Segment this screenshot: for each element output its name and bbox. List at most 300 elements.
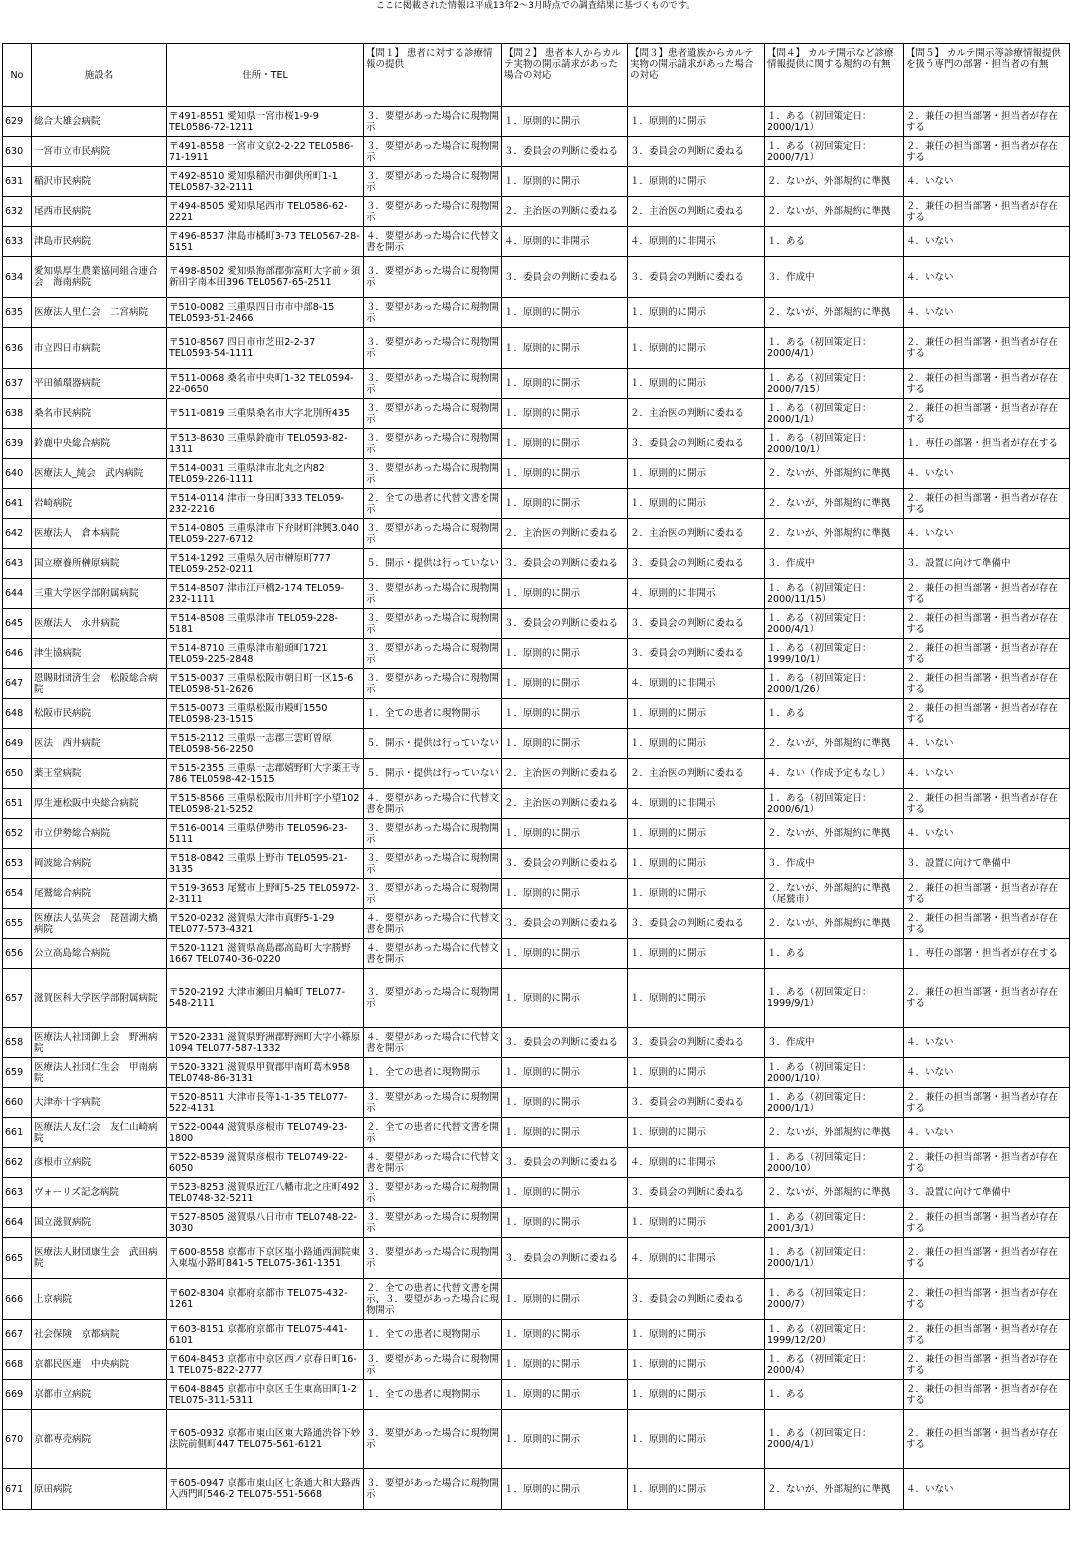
cell-q3: １．原則的に開示 [628, 1380, 765, 1410]
cell-facility-name: 厚生連松阪中央総合病院 [32, 789, 167, 819]
cell-q2: １．原則的に開示 [502, 819, 628, 849]
cell-address: 〒514-8507 津市江戸橋2-174 TEL059-232-1111 [167, 579, 364, 609]
cell-q5: ２．兼任の担当部署・担当者が存在する [904, 669, 1070, 699]
cell-q4: ２．ないが、外部規約に準拠 [765, 1178, 904, 1208]
table-row [3, 257, 1070, 298]
cell-q5: ２．兼任の担当部署・担当者が存在する [904, 369, 1070, 399]
cell-address: 〒514-1292 三重県久居市榊原町777 TEL059-252-0211 [167, 549, 364, 579]
cell-q4: ２．ないが、外部規約に準拠 [765, 819, 904, 849]
cell-q4: １．ある（初回策定日：2000/1/1） [765, 1088, 904, 1118]
cell-address: 〒605-0947 京都市東山区七条通大和大路西入西門町546-2 TEL075-551-5668 [167, 1469, 364, 1510]
cell-q5: ２．兼任の担当部署・担当者が存在する [904, 328, 1070, 369]
cell-facility-name: 滋賀医科大学医学部附属病院 [32, 969, 167, 1028]
cell-q1: ３．要望があった場合に現物開示 [364, 1238, 502, 1279]
cell-facility-name: 医療法人里仁会 二宮病院 [32, 298, 167, 328]
cell-address: 〒491-8558 一宮市文京2-2-22 TEL0586-71-1911 [167, 137, 364, 167]
cell-address: 〒600-8558 京都市下京区塩小路通西洞院東入東塩小路町841-5 TEL075-361-1351 [167, 1238, 364, 1279]
cell-address: 〒516-0014 三重県伊勢市 TEL0596-23-5111 [167, 819, 364, 849]
cell-no: 651 [3, 789, 32, 819]
cell-no: 661 [3, 1118, 32, 1148]
cell-q1: ３．要望があった場合に現物開示 [364, 1088, 502, 1118]
cell-q5: ２．兼任の担当部署・担当者が存在する [904, 1320, 1070, 1350]
cell-q1: ３．要望があった場合に現物開示 [364, 369, 502, 399]
cell-q5: ４．いない [904, 227, 1070, 257]
cell-facility-name: 尾西市民病院 [32, 197, 167, 227]
cell-q5: ２．兼任の担当部署・担当者が存在する [904, 1380, 1070, 1410]
cell-q3: １．原則的に開示 [628, 167, 765, 197]
cell-no: 640 [3, 459, 32, 489]
cell-address: 〒602-8304 京都府京都市 TEL075-432-1261 [167, 1279, 364, 1320]
cell-q2: １．原則的に開示 [502, 579, 628, 609]
cell-q4: １．ある（初回策定日：2000/7） [765, 1279, 904, 1320]
cell-q2: １．原則的に開示 [502, 489, 628, 519]
cell-q2: ４．原則的に非開示 [502, 227, 628, 257]
cell-facility-name: 三重大学医学部附属病院 [32, 579, 167, 609]
cell-facility-name: 市立伊勢総合病院 [32, 819, 167, 849]
cell-q4: １．ある [765, 699, 904, 729]
cell-q1: ３．要望があった場合に現物開示 [364, 1178, 502, 1208]
cell-q3: １．原則的に開示 [628, 969, 765, 1028]
table-row [3, 879, 1070, 909]
cell-facility-name: 愛知県厚生農業協同組合連合会 海南病院 [32, 257, 167, 298]
cell-facility-name: 医療法人弘英会 琵琶湖大橋病院 [32, 909, 167, 939]
cell-q1: ３．要望があった場合に現物開示 [364, 107, 502, 137]
cell-q2: １．原則的に開示 [502, 298, 628, 328]
survey-note: ここに掲載された情報は平成13年2～3月時点での調査結果に基づくものです。 [375, 1, 696, 11]
cell-q3: １．原則的に開示 [628, 298, 765, 328]
cell-no: 668 [3, 1350, 32, 1380]
cell-address: 〒514-0114 津市一身田町333 TEL059-232-2216 [167, 489, 364, 519]
cell-q3: ２．主治医の判断に委ねる [628, 399, 765, 429]
cell-q3: １．原則的に開示 [628, 699, 765, 729]
cell-no: 637 [3, 369, 32, 399]
cell-q4: １．ある（初回策定日：2000/4/1） [765, 1410, 904, 1469]
cell-q4: ３．作成中 [765, 1028, 904, 1058]
table-row [3, 137, 1070, 167]
header-q2: 【問２】 患者本人からカルテ実物の開示請求があった場合の対応 [502, 44, 628, 107]
cell-q2: １．原則的に開示 [502, 1208, 628, 1238]
cell-q2: ２．主治医の判断に委ねる [502, 759, 628, 789]
cell-q5: ２．兼任の担当部署・担当者が存在する [904, 639, 1070, 669]
cell-no: 630 [3, 137, 32, 167]
cell-address: 〒522-0044 滋賀県彦根市 TEL0749-23-1800 [167, 1118, 364, 1148]
cell-q5: ４．いない [904, 257, 1070, 298]
cell-q4: ２．ないが、外部規約に準拠 [765, 1469, 904, 1510]
cell-q3: ２．主治医の判断に委ねる [628, 519, 765, 549]
cell-address: 〒511-0819 三重県桑名市大字北別所435 [167, 399, 364, 429]
cell-facility-name: 医法 西井病院 [32, 729, 167, 759]
cell-no: 635 [3, 298, 32, 328]
cell-q5: ２．兼任の担当部署・担当者が存在する [904, 579, 1070, 609]
cell-q5: ２．兼任の担当部署・担当者が存在する [904, 107, 1070, 137]
table-row [3, 939, 1070, 969]
cell-q3: １．原則的に開示 [628, 879, 765, 909]
cell-q3: １．原則的に開示 [628, 107, 765, 137]
header-q1: 【問１】 患者に対する診療情報の提供 [364, 44, 502, 107]
cell-q1: ４．要望があった場合に代替文書を開示 [364, 1028, 502, 1058]
cell-q4: ２．ないが、外部規約に準拠 [765, 519, 904, 549]
cell-q1: ３．要望があった場合に現物開示 [364, 849, 502, 879]
table-row [3, 1410, 1070, 1469]
cell-address: 〒604-8845 京都市中京区壬生東高田町1-2 TEL075-311-5311 [167, 1380, 364, 1410]
cell-facility-name: 医療法人財団康生会 武田病院 [32, 1238, 167, 1279]
cell-facility-name: 稲沢市民病院 [32, 167, 167, 197]
cell-facility-name: 国立滋賀病院 [32, 1208, 167, 1238]
cell-facility-name: 尾鷲総合病院 [32, 879, 167, 909]
cell-q4: ３．作成中 [765, 849, 904, 879]
cell-q2: １．原則的に開示 [502, 879, 628, 909]
cell-q2: ２．主治医の判断に委ねる [502, 789, 628, 819]
cell-q3: ３．委員会の判断に委ねる [628, 1279, 765, 1320]
cell-facility-name: 京都民医連 中央病院 [32, 1350, 167, 1380]
cell-address: 〒514-0805 三重県津市下弁財町津興3.040 TEL059-227-6712 [167, 519, 364, 549]
table-row [3, 1088, 1070, 1118]
cell-q2: １．原則的に開示 [502, 1058, 628, 1088]
cell-facility-name: 国立療養所榊原病院 [32, 549, 167, 579]
cell-facility-name: 社会保険 京都病院 [32, 1320, 167, 1350]
cell-q5: ２．兼任の担当部署・担当者が存在する [904, 489, 1070, 519]
cell-q1: ３．要望があった場合に現物開示 [364, 579, 502, 609]
cell-q5: ２．兼任の担当部署・担当者が存在する [904, 1410, 1070, 1469]
cell-address: 〒519-3653 尾鷲市上野町5-25 TEL05972-2-3111 [167, 879, 364, 909]
cell-q5: ２．兼任の担当部署・担当者が存在する [904, 909, 1070, 939]
cell-q5: ２．兼任の担当部署・担当者が存在する [904, 699, 1070, 729]
cell-q3: １．原則的に開示 [628, 459, 765, 489]
cell-q2: ３．委員会の判断に委ねる [502, 609, 628, 639]
cell-q3: １．原則的に開示 [628, 939, 765, 969]
cell-q2: １．原則的に開示 [502, 669, 628, 699]
header-q5: 【問５】 カルテ開示等診療情報提供を扱う専門の部署・担当者の有無 [904, 44, 1070, 107]
cell-q2: ３．委員会の判断に委ねる [502, 1148, 628, 1178]
cell-address: 〒515-0073 三重県松阪市殿町1550 TEL0598-23-1515 [167, 699, 364, 729]
cell-q3: １．原則的に開示 [628, 369, 765, 399]
cell-q2: ３．委員会の判断に委ねる [502, 849, 628, 879]
cell-q5: ４．いない [904, 759, 1070, 789]
cell-q3: １．原則的に開示 [628, 849, 765, 879]
cell-address: 〒513-8630 三重県鈴鹿市 TEL0593-82-1311 [167, 429, 364, 459]
cell-q4: ２．ないが、外部規約に準拠 [765, 489, 904, 519]
cell-q5: ２．兼任の担当部署・担当者が存在する [904, 789, 1070, 819]
cell-address: 〒514-8710 三重県津市船頭町1721 TEL059-225-2848 [167, 639, 364, 669]
cell-q4: ２．ないが、外部規約に準拠 [765, 167, 904, 197]
cell-no: 643 [3, 549, 32, 579]
cell-q5: ３．設置に向けて準備中 [904, 849, 1070, 879]
cell-facility-name: 鈴鹿中央総合病院 [32, 429, 167, 459]
cell-q4: １．ある（初回策定日：1999/9/1） [765, 969, 904, 1028]
cell-q2: １．原則的に開示 [502, 328, 628, 369]
cell-q4: ２．ないが、外部規約に準拠 [765, 909, 904, 939]
cell-address: 〒515-2355 三重県一志郡嬉野町大字薬王寺786 TEL0598-42-1515 [167, 759, 364, 789]
cell-no: 639 [3, 429, 32, 459]
cell-q5: ２．兼任の担当部署・担当者が存在する [904, 1238, 1070, 1279]
cell-q5: ２．兼任の担当部署・担当者が存在する [904, 137, 1070, 167]
cell-q5: ２．兼任の担当部署・担当者が存在する [904, 969, 1070, 1028]
cell-q4: １．ある（初回策定日：2000/4） [765, 1350, 904, 1380]
cell-q3: ２．主治医の判断に委ねる [628, 759, 765, 789]
cell-address: 〒515-8566 三重県松阪市川井町字小望102 TEL0598-21-5252 [167, 789, 364, 819]
cell-no: 636 [3, 328, 32, 369]
table-row [3, 699, 1070, 729]
cell-q4: １．ある（初回策定日：2000/7/1） [765, 137, 904, 167]
cell-facility-name: 松阪市民病院 [32, 699, 167, 729]
cell-q1: ４．要望があった場合に代替文書を開示 [364, 909, 502, 939]
cell-no: 648 [3, 699, 32, 729]
table-row [3, 549, 1070, 579]
table-row [3, 1350, 1070, 1380]
cell-q1: ３．要望があった場合に現物開示 [364, 1410, 502, 1469]
cell-facility-name: 上京病院 [32, 1279, 167, 1320]
facility-table [2, 43, 1070, 1510]
table-row [3, 849, 1070, 879]
cell-facility-name: 医療法人友仁会 友仁山崎病院 [32, 1118, 167, 1148]
cell-q2: １．原則的に開示 [502, 1410, 628, 1469]
cell-q3: １．原則的に開示 [628, 1410, 765, 1469]
cell-no: 669 [3, 1380, 32, 1410]
cell-q2: ３．委員会の判断に委ねる [502, 137, 628, 167]
cell-facility-name: 公立高島総合病院 [32, 939, 167, 969]
cell-q3: ４．原則的に非開示 [628, 579, 765, 609]
cell-q4: １．ある（初回策定日：2000/1/10） [765, 1058, 904, 1088]
cell-address: 〒520-8511 大津市長等1-1-35 TEL077-522-4131 [167, 1088, 364, 1118]
cell-address: 〒491-8551 愛知県一宮市桜1-9-9 TEL0586-72-1211 [167, 107, 364, 137]
cell-address: 〒518-0842 三重県上野市 TEL0595-21-3135 [167, 849, 364, 879]
cell-address: 〒514-8508 三重県津市 TEL059-228-5181 [167, 609, 364, 639]
cell-q2: １．原則的に開示 [502, 1279, 628, 1320]
cell-address: 〒494-8505 愛知県尾西市 TEL0586-62-2221 [167, 197, 364, 227]
cell-q3: １．原則的に開示 [628, 1350, 765, 1380]
cell-no: 663 [3, 1178, 32, 1208]
cell-q5: ３．設置に向けて準備中 [904, 1178, 1070, 1208]
cell-q2: １．原則的に開示 [502, 1380, 628, 1410]
cell-q3: １．原則的に開示 [628, 1208, 765, 1238]
cell-q5: ４．いない [904, 459, 1070, 489]
cell-q3: ３．委員会の判断に委ねる [628, 909, 765, 939]
cell-facility-name: 一宮市立市民病院 [32, 137, 167, 167]
cell-q4: １．ある [765, 1380, 904, 1410]
cell-facility-name: 医療法人社団仁生会 甲南病院 [32, 1058, 167, 1088]
cell-no: 658 [3, 1028, 32, 1058]
cell-q2: １．原則的に開示 [502, 939, 628, 969]
table-row [3, 789, 1070, 819]
cell-q1: ４．要望があった場合に代替文書を開示 [364, 939, 502, 969]
cell-q1: ３．要望があった場合に現物開示 [364, 1208, 502, 1238]
cell-q4: １．ある（初回策定日：2000/10/1） [765, 429, 904, 459]
cell-q5: ２．兼任の担当部署・担当者が存在する [904, 1148, 1070, 1178]
cell-q5: ４．いない [904, 1028, 1070, 1058]
table-row [3, 1118, 1070, 1148]
cell-q4: １．ある（初回策定日：2000/1/26） [765, 669, 904, 699]
cell-q5: ４．いない [904, 167, 1070, 197]
cell-q3: ２．主治医の判断に委ねる [628, 197, 765, 227]
cell-q1: ５．開示・提供は行っていない [364, 759, 502, 789]
cell-facility-name: 津島市民病院 [32, 227, 167, 257]
cell-q1: ２．全ての患者に代替文書を開示 [364, 489, 502, 519]
cell-facility-name: 津生協病院 [32, 639, 167, 669]
table-row [3, 759, 1070, 789]
cell-q4: ２．ないが、外部規約に準拠 [765, 197, 904, 227]
cell-no: 657 [3, 969, 32, 1028]
cell-address: 〒520-1121 滋賀県高島郡高島町大字勝野1667 TEL0740-36-0220 [167, 939, 364, 969]
cell-q2: １．原則的に開示 [502, 1088, 628, 1118]
cell-q3: １．原則的に開示 [628, 1469, 765, 1510]
cell-q3: ３．委員会の判断に委ねる [628, 549, 765, 579]
cell-no: 644 [3, 579, 32, 609]
cell-address: 〒605-0932 京都市東山区東大路通渋谷下妙法院前側町447 TEL075-561-6121 [167, 1410, 364, 1469]
table-row [3, 909, 1070, 939]
cell-q2: ３．委員会の判断に委ねる [502, 549, 628, 579]
cell-q4: １．ある（初回策定日：2000/4/1） [765, 328, 904, 369]
cell-q1: ４．要望があった場合に代替文書を開示 [364, 1148, 502, 1178]
header-name: 施設名 [32, 44, 167, 107]
header-q4: 【問４】 カルテ開示など診療情報提供に関する規約の有無 [765, 44, 904, 107]
cell-q3: ３．委員会の判断に委ねる [628, 1028, 765, 1058]
cell-q5: ４．いない [904, 729, 1070, 759]
cell-q4: ４．ない（作成予定もなし） [765, 759, 904, 789]
table-row [3, 729, 1070, 759]
header-row [3, 44, 1070, 107]
cell-q5: ４．いない [904, 298, 1070, 328]
cell-q1: ３．要望があった場合に現物開示 [364, 1469, 502, 1510]
cell-q2: １．原則的に開示 [502, 399, 628, 429]
cell-q2: １．原則的に開示 [502, 639, 628, 669]
table-row [3, 1178, 1070, 1208]
cell-no: 665 [3, 1238, 32, 1279]
cell-facility-name: 岩崎病院 [32, 489, 167, 519]
table-body [3, 107, 1070, 1510]
cell-q1: ２．全ての患者に代替文書を開示 [364, 1118, 502, 1148]
cell-no: 664 [3, 1208, 32, 1238]
cell-q2: ３．委員会の判断に委ねる [502, 1028, 628, 1058]
cell-q1: ３．要望があった場合に現物開示 [364, 879, 502, 909]
table-row [3, 1380, 1070, 1410]
cell-q1: １．全ての患者に現物開示 [364, 1380, 502, 1410]
cell-q1: ３．要望があった場合に現物開示 [364, 969, 502, 1028]
table-row [3, 489, 1070, 519]
cell-q1: ３．要望があった場合に現物開示 [364, 298, 502, 328]
cell-q1: １．全ての患者に現物開示 [364, 1058, 502, 1088]
cell-q5: １．専任の部署・担当者が存在する [904, 429, 1070, 459]
cell-facility-name: 医療法人 永井病院 [32, 609, 167, 639]
table-row [3, 429, 1070, 459]
cell-no: 631 [3, 167, 32, 197]
table-row [3, 1279, 1070, 1320]
cell-no: 634 [3, 257, 32, 298]
cell-q4: １．ある [765, 227, 904, 257]
cell-no: 667 [3, 1320, 32, 1350]
cell-q2: １．原則的に開示 [502, 429, 628, 459]
table-row [3, 1238, 1070, 1279]
cell-q2: ３．委員会の判断に委ねる [502, 257, 628, 298]
cell-q1: ３．要望があった場合に現物開示 [364, 819, 502, 849]
cell-q4: ２．ないが、外部規約に準拠 [765, 298, 904, 328]
cell-q3: ４．原則的に非開示 [628, 669, 765, 699]
cell-address: 〒520-2192 大津市瀬田月輪町 TEL077-548-2111 [167, 969, 364, 1028]
cell-q4: １．ある（初回策定日：2000/11/15） [765, 579, 904, 609]
cell-q2: １．原則的に開示 [502, 1178, 628, 1208]
table-row [3, 1208, 1070, 1238]
cell-no: 659 [3, 1058, 32, 1088]
cell-q1: ３．要望があった場合に現物開示 [364, 669, 502, 699]
cell-q2: １．原則的に開示 [502, 167, 628, 197]
cell-address: 〒520-3321 滋賀県甲賀郡甲南町葛木958 TEL0748-86-3131 [167, 1058, 364, 1088]
cell-no: 629 [3, 107, 32, 137]
cell-q4: １．ある（初回策定日：2000/10） [765, 1148, 904, 1178]
header-no: No [3, 44, 32, 107]
cell-q4: １．ある（初回策定日：1999/12/20） [765, 1320, 904, 1350]
cell-address: 〒510-8567 四日市市芝田2-2-37 TEL0593-54-1111 [167, 328, 364, 369]
cell-no: 632 [3, 197, 32, 227]
cell-q3: １．原則的に開示 [628, 1058, 765, 1088]
cell-q4: １．ある（初回策定日：2000/1/1） [765, 399, 904, 429]
cell-no: 671 [3, 1469, 32, 1510]
cell-q5: ２．兼任の担当部署・担当者が存在する [904, 197, 1070, 227]
cell-q3: １．原則的に開示 [628, 819, 765, 849]
table-row [3, 197, 1070, 227]
cell-q2: １．原則的に開示 [502, 1118, 628, 1148]
cell-q1: ３．要望があった場合に現物開示 [364, 167, 502, 197]
cell-q4: １．ある（初回策定日：1999/10/1） [765, 639, 904, 669]
cell-facility-name: 恩賜財団済生会 松阪総合病院 [32, 669, 167, 699]
cell-no: 645 [3, 609, 32, 639]
cell-facility-name: 薬王堂病院 [32, 759, 167, 789]
cell-q4: １．ある（初回策定日：2000/1/1） [765, 1238, 904, 1279]
cell-address: 〒496-8537 津島市橘町3-73 TEL0567-28-5151 [167, 227, 364, 257]
cell-facility-name: 大津赤十字病院 [32, 1088, 167, 1118]
table-row [3, 1320, 1070, 1350]
cell-address: 〒523-8253 滋賀県近江八幡市北之庄町492 TEL0748-32-5211 [167, 1178, 364, 1208]
cell-q2: ３．委員会の判断に委ねる [502, 909, 628, 939]
cell-q1: ３．要望があった場合に現物開示 [364, 519, 502, 549]
cell-no: 633 [3, 227, 32, 257]
cell-q5: ２．兼任の担当部署・担当者が存在する [904, 1279, 1070, 1320]
cell-q2: １．原則的に開示 [502, 699, 628, 729]
cell-no: 638 [3, 399, 32, 429]
table-row [3, 609, 1070, 639]
cell-q5: ２．兼任の担当部署・担当者が存在する [904, 879, 1070, 909]
table-row [3, 298, 1070, 328]
cell-address: 〒510-0082 三重県四日市市中部8-15 TEL0593-51-2466 [167, 298, 364, 328]
cell-q1: １．全ての患者に現物開示 [364, 699, 502, 729]
table-row [3, 819, 1070, 849]
table-row [3, 639, 1070, 669]
cell-q2: １．原則的に開示 [502, 1320, 628, 1350]
table-row [3, 399, 1070, 429]
cell-no: 670 [3, 1410, 32, 1469]
cell-q1: ４．要望があった場合に代替文書を開示 [364, 789, 502, 819]
table-row [3, 579, 1070, 609]
cell-q4: １．ある（初回策定日：2000/6/1） [765, 789, 904, 819]
cell-q1: ３．要望があった場合に現物開示 [364, 399, 502, 429]
table-row [3, 227, 1070, 257]
cell-q3: ４．原則的に非開示 [628, 1238, 765, 1279]
cell-no: 653 [3, 849, 32, 879]
cell-address: 〒515-0037 三重県松阪市朝日町一区15-6 TEL0598-51-2626 [167, 669, 364, 699]
cell-facility-name: 医療法人社団御上会 野洲病院 [32, 1028, 167, 1058]
cell-q4: １．ある（初回策定日：2000/1/1） [765, 107, 904, 137]
table-row [3, 1058, 1070, 1088]
cell-address: 〒492-8510 愛知県稲沢市御供所町1-1 TEL0587-32-2111 [167, 167, 364, 197]
cell-q5: ４．いない [904, 1469, 1070, 1510]
cell-q5: ２．兼任の担当部署・担当者が存在する [904, 1208, 1070, 1238]
cell-q4: ３．作成中 [765, 257, 904, 298]
cell-q3: ４．原則的に非開示 [628, 789, 765, 819]
cell-address: 〒522-8539 滋賀県彦根市 TEL0749-22-6050 [167, 1148, 364, 1178]
cell-q5: ４．いない [904, 819, 1070, 849]
cell-q3: ３．委員会の判断に委ねる [628, 609, 765, 639]
cell-q3: ３．委員会の判断に委ねる [628, 137, 765, 167]
cell-q2: ３．委員会の判断に委ねる [502, 1238, 628, 1279]
cell-q5: ２．兼任の担当部署・担当者が存在する [904, 1088, 1070, 1118]
